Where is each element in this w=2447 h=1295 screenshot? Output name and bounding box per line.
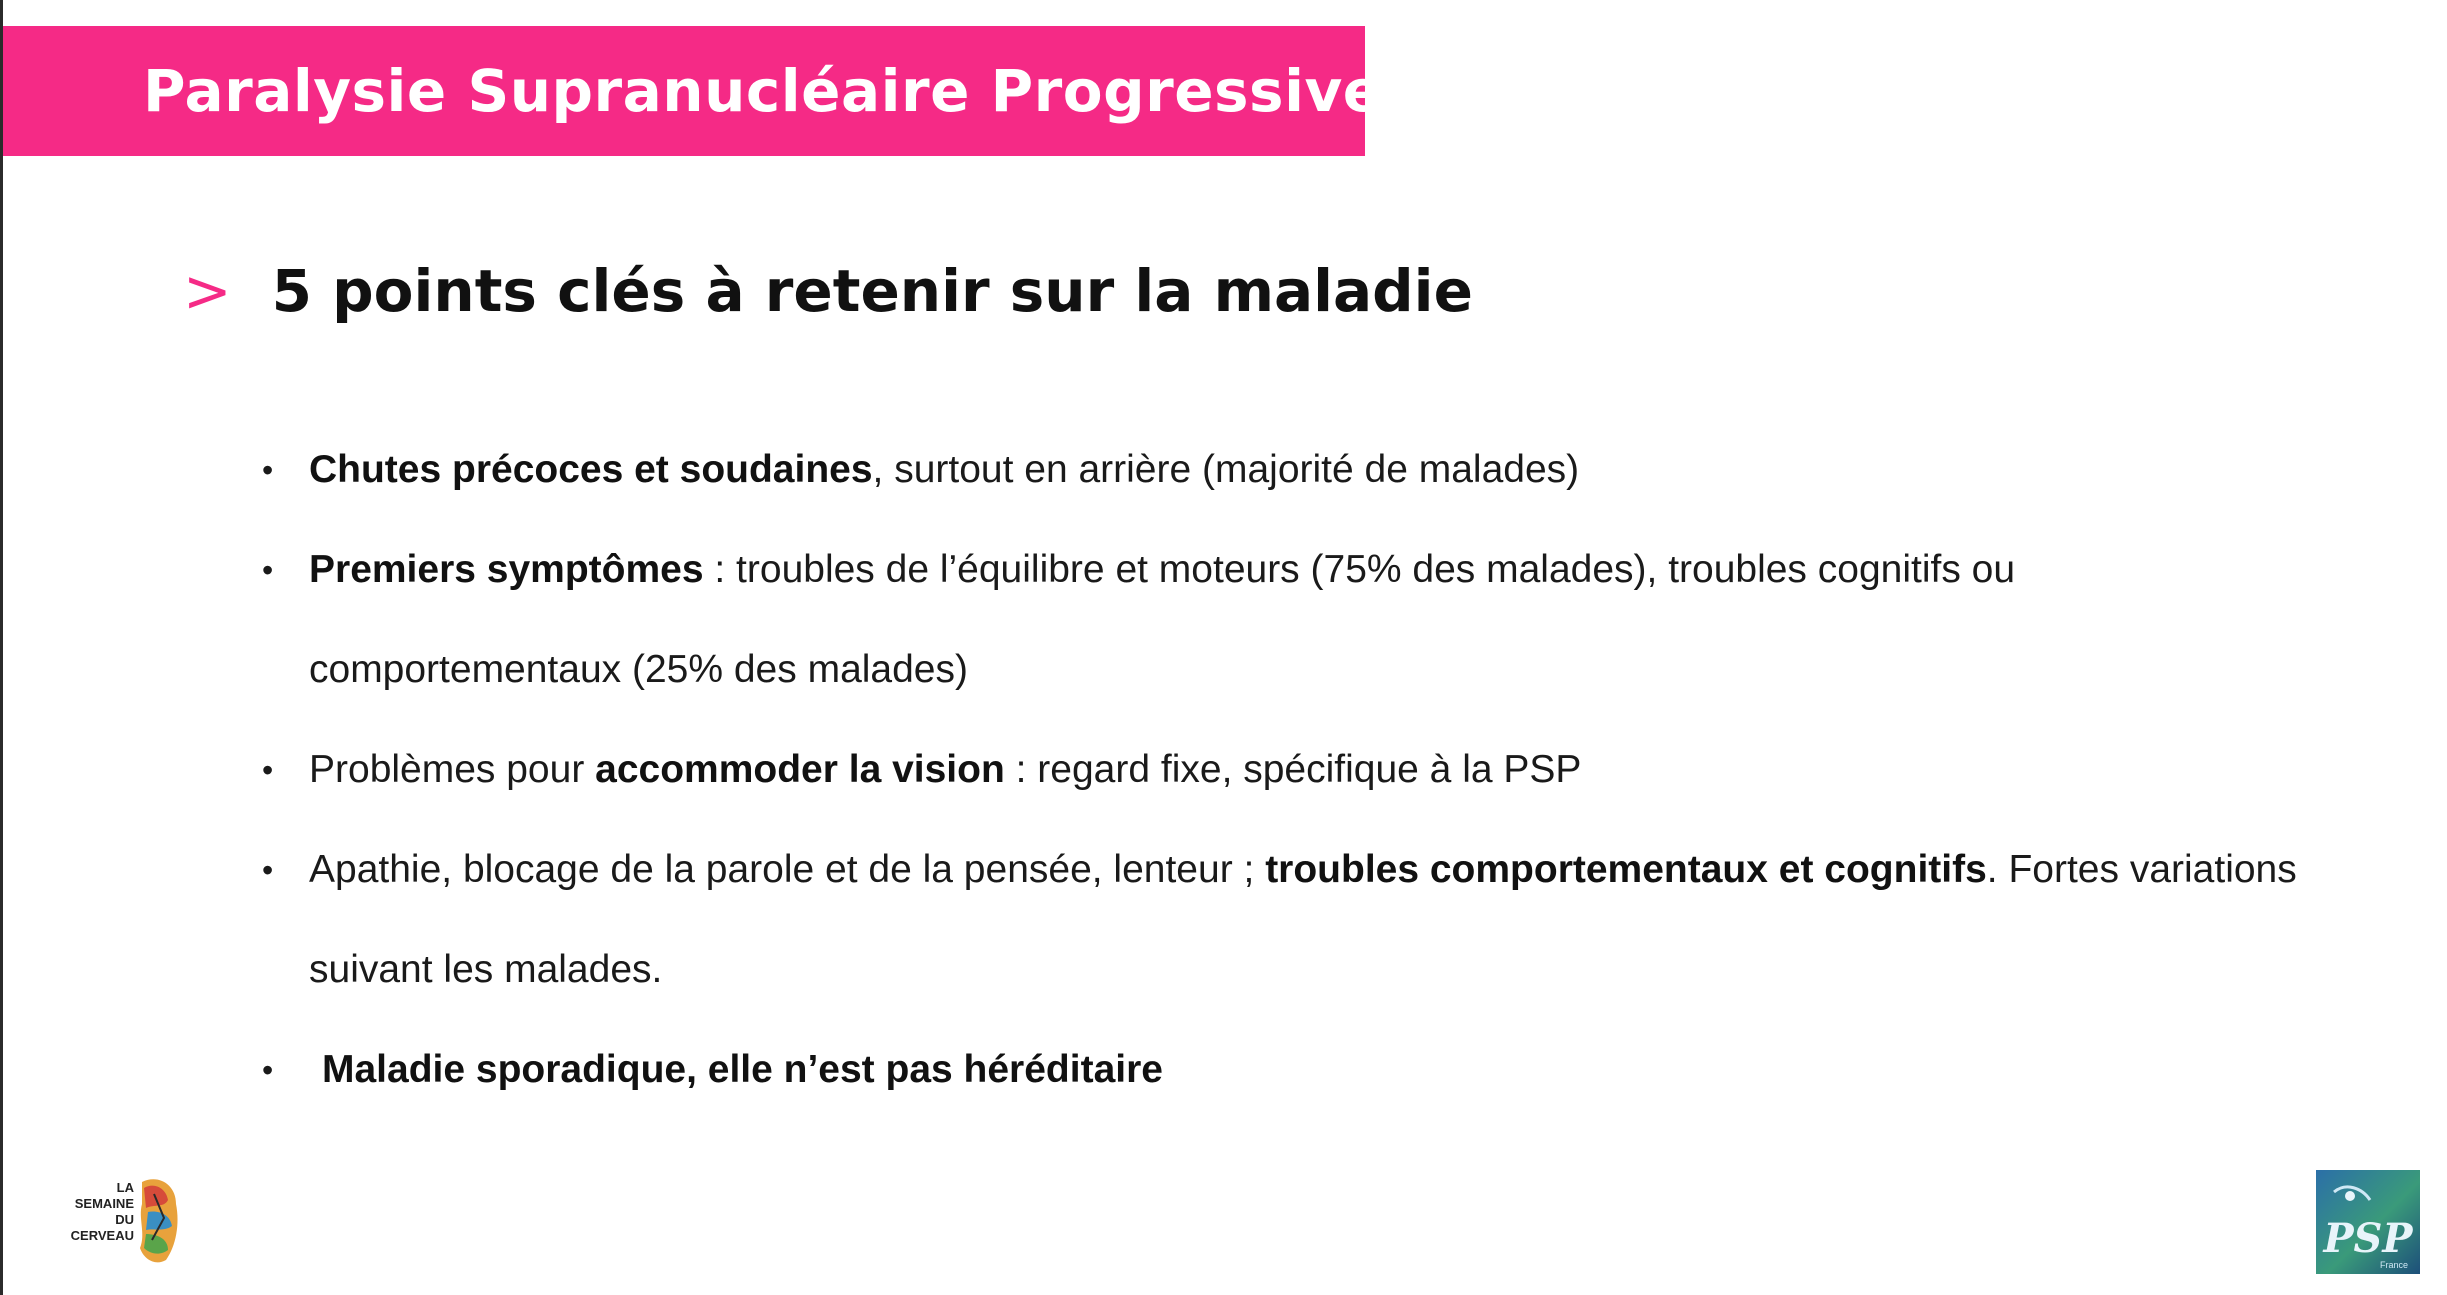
key-point-bold: Chutes précoces et soudaines [309,448,873,491]
key-point-prefix: Problèmes pour [309,748,596,791]
key-point-text: : troubles de l’équilibre et moteurs (75% des malades), troubles cognitifs ou comportementaux (25% des malades) [309,548,2016,691]
psp-logo-text: PSP [2323,1215,2413,1262]
key-point-5 [262,1020,2302,1120]
bullet-dot-icon: • [262,752,274,788]
key-point-3 [262,720,2302,820]
key-point-4 [262,820,2302,1020]
semaine-du-cerveau-logo-text: LA SEMAINE DU CERVEAU [70,1180,134,1243]
section-heading [183,257,1473,325]
key-point-bold: accommoder la vision [595,748,1005,791]
key-point-bold: Maladie sporadique, elle n’est pas héréditaire [322,1048,1163,1091]
key-points-list [262,420,2302,1120]
bullet-dot-icon: • [262,852,274,888]
title-banner [3,26,1383,156]
key-point-prefix: Apathie, blocage de la parole et de la pensée, lenteur ; [309,848,1266,891]
section-heading-text: 5 points clés à retenir sur la maladie [271,257,1473,325]
chevron-right-icon: > [183,257,232,325]
key-point-1 [262,420,2302,520]
slide-left-border [0,0,3,1295]
bullet-dot-icon: • [262,552,274,588]
bullet-dot-icon: • [262,1052,274,1088]
semaine-du-cerveau-logo [70,1172,180,1272]
slide-title: Paralysie Supranucléaire Progressive [143,57,1383,125]
psp-france-logo [2316,1170,2420,1274]
key-point-text: : regard fixe, spécifique à la PSP [1004,748,1582,791]
key-point-text: . Fortes variations suivant les malades. [309,848,2297,991]
bullet-dot-icon: • [262,452,274,488]
key-point-bold: troubles comportementaux et cognitifs [1265,848,1987,891]
psp-logo-subtext: France [2379,1260,2409,1270]
key-point-bold: Premiers symptômes [309,548,704,591]
key-point-text: , surtout en arrière (majorité de malades) [872,448,1580,491]
brain-icon [136,1174,180,1266]
key-point-2 [262,520,2302,720]
